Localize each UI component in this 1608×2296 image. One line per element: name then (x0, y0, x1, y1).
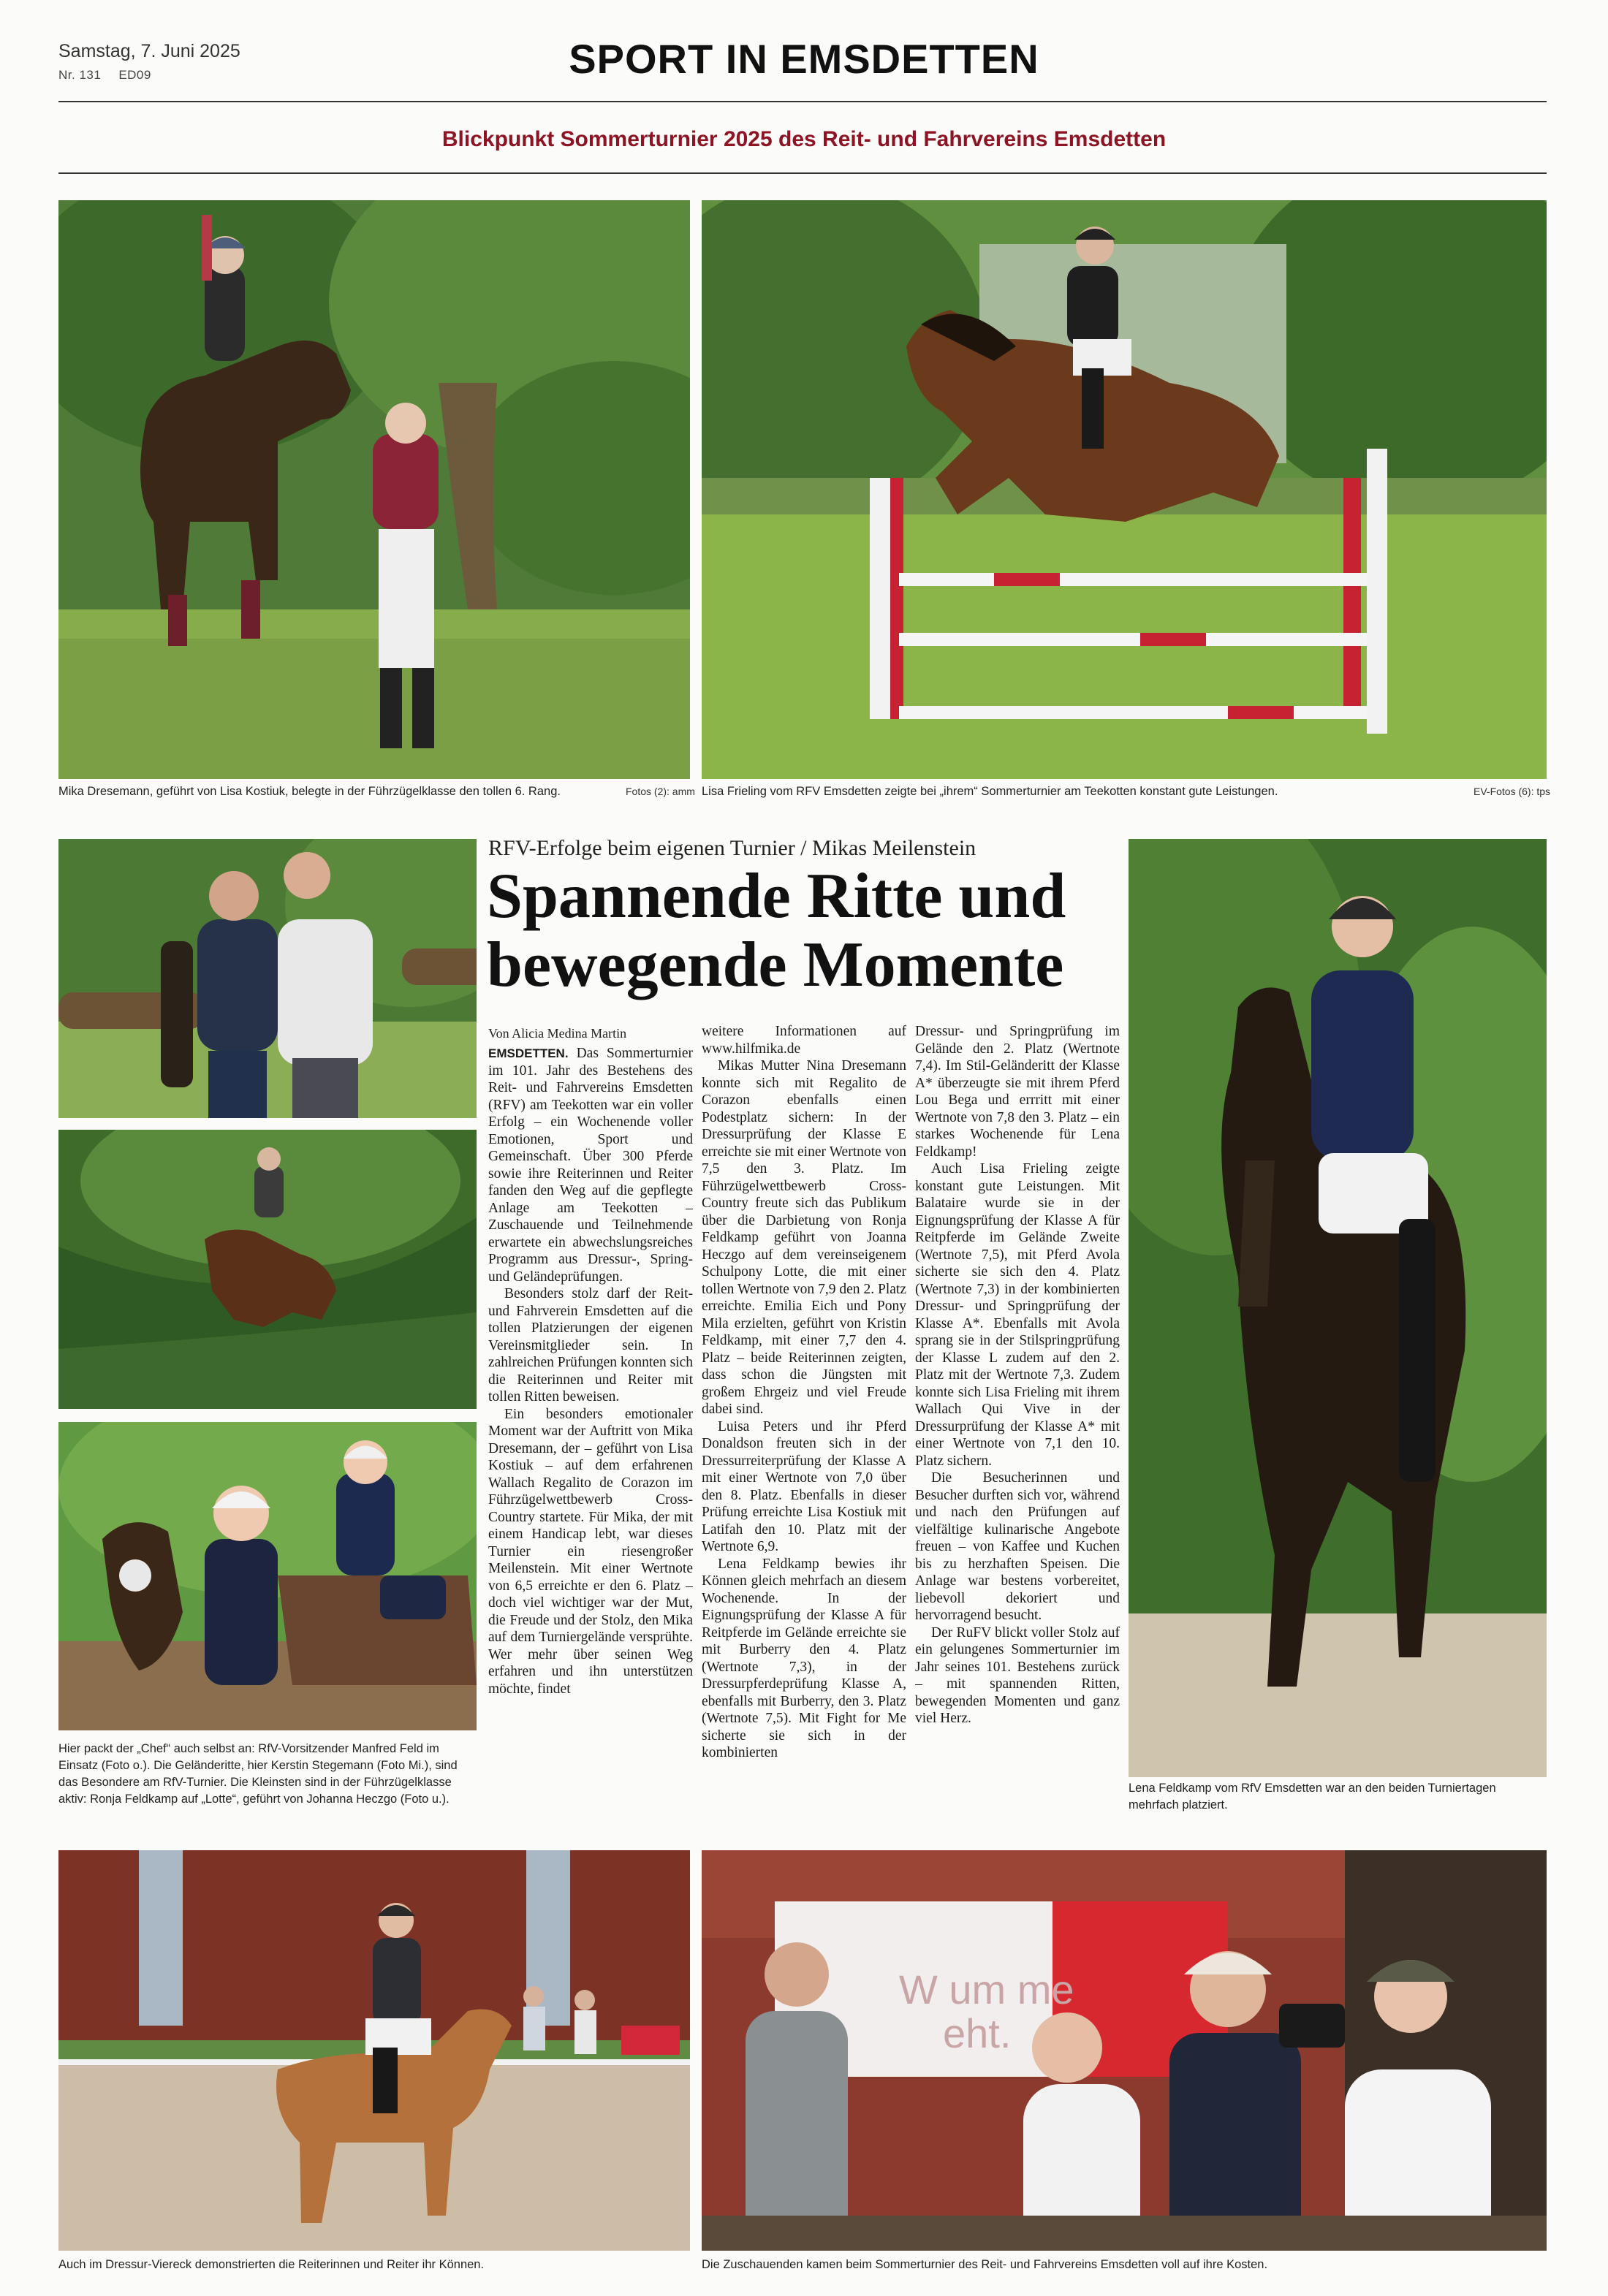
bottom-left-caption: Auch im Dressur-Viereck demonstrierten die Reiterinnen und Reiter ihr Können. (58, 2258, 485, 2271)
edition-code: ED09 (118, 68, 151, 82)
photo2-caption: Lisa Frieling vom RFV Emsdetten zeigte bei „ihrem“ Sommerturnier am Teekotten konstant gute Leistungen. (702, 785, 1278, 798)
article-column-1 (488, 1045, 693, 1820)
article-column-3 (915, 1023, 1120, 1820)
photo-gelaenderitt (58, 1130, 477, 1409)
topic-rule (58, 172, 1547, 174)
article-headline: Spannende Ritte und bewegende Momente (487, 861, 1066, 1000)
issue-date: Samstag, 7. Juni 2025 (58, 41, 240, 61)
col3-paragraph-1: Dressur- und Springprüfung im Gelände den 2. Platz (Wertnote 7,4). Im Stil-Geländeritt der Klasse A* überzeugte sie mit ihrem Pferd Lou Bega und errritt mit einer Wertnote von 7,8 den 3. Platz – ein starkes Wochenende für Lena Feldkamp! (915, 1024, 1120, 1160)
col1-paragraph-3: Ein besonders emotionaler Moment war der Auftritt von Mika Dresemann, der – geführt von Lisa Kostiuk – auf dem erfahrenen Wallach Regalito de Corazon im Führzügelwettbewerb Cross-Country startete. Für Mika, der mit einem Handicap lebt, war dieses Turnier ein riesengroßer Meilenstein. Mit einer Wertnote von 6,5 erreichte er den 6. Platz – doch viel wichtiger war der Mut, die Freude und der Stolz, den Mika auf dem Turniergelände versprühte. Wer mehr über seinen Weg erfahren und ihn unterstützen möchte, findet (488, 1406, 693, 1697)
photo-dressur-viereck (58, 1850, 690, 2251)
col3-paragraph-2: Auch Lisa Frieling zeigte konstant gute Leistungen. Mit Balataire wurde sie in der Eignungsprüfung der Klasse A für Reitpferde im Gelände Zweite (Wertnote 7,5), mit Pferd Avola sicherte sie sich den 4. Platz (Wertnote 7,3) in der kombinierten Dressur- und Springprüfung der Klasse A*. Ebenfalls mit Avola sprang sie in der Stilspringprüfung der Klasse L zudem auf den 2. Platz mit der Wertnote 7,3. Zudem konnte sich Lisa Frieling mit ihrem Wallach Qui Vive in der Dressurprüfung der Klasse A* mit einer Wertnote von 7,1 den 10. Platz sichern. (915, 1161, 1120, 1469)
banner-text-1: W um me (899, 1966, 1074, 2012)
col2-paragraph-3: Luisa Peters und ihr Pferd Donaldson freuten sich in der Dressurreiterprüfung der Klasse A mit einer Wertnote von 7,0 über den 8. Platz. Ebenfalls in dieser Prüfung erreichte Lisa Kostiuk mit Latifah den 10. Platz mit der Wertnote 6,9. (702, 1418, 906, 1554)
col2-paragraph-4: Lena Feldkamp bewies ihr Können gleich mehrfach an diesem Wochenende. In der Eignungsprüfung der Klasse A für Reitpferde im Gelände erreichte sie mit Burberry den 4. Platz (Wertnote 7,3), in der Dressurpferdeprüfung Klasse A, ebenfalls mit Burberry, den 3. Platz (Wertnote 7,5). Mit Fight for Me sicherte sie sich in der kombinierten (702, 1556, 906, 1760)
article-column-2 (702, 1023, 906, 1820)
photo-fuehrzuegelklasse (58, 1422, 477, 1730)
section-title: SPORT IN EMSDETTEN (569, 36, 1039, 82)
photo-lena-feldkamp (1129, 839, 1547, 1777)
article-byline: Von Alicia Medina Martin (488, 1026, 627, 1041)
photo-zuschauende (702, 1850, 1547, 2251)
photo1-caption: Mika Dresemann, geführt von Lisa Kostiuk, belegte in der Führzügelklasse den tollen 6. Rang. (58, 785, 561, 798)
col1-paragraph-2: Besonders stolz darf der Reit- und Fahrverein Emsdetten auf die tollen Platzierungen der eigenen Vereinsmitglieder sein. In zahlreichen Prüfungen konnten sich die Reiterinnen und Reiter mit tollen Ritten beweisen. (488, 1286, 693, 1404)
issue-number: Nr. 131 (58, 68, 102, 82)
photo-fuehrzuegel (58, 200, 690, 779)
article-kicker: RFV-Erfolge beim eigenen Turnier / Mikas Meilenstein (488, 836, 976, 860)
right-photo-caption: Lena Feldkamp vom RfV Emsdetten war an den beiden Turniertagen mehrfach platziert. (1129, 1782, 1496, 1812)
photo-vorsitzender (58, 839, 477, 1118)
photo2-credit: EV-Fotos (6): tps (1474, 786, 1551, 797)
col1-paragraph-1: Das Sommerturnier im 101. Jahr des Bestehens des Reit- und Fahrvereins Emsdetten (RFV) am Teekotten war ein voller Erfolg – ein Wochenende voller Emotionen, Sport und Gemeinschaft. Über 300 Pferde sowie ihre Reiterinnen und Reiter fanden den Weg auf die gepflegte Anlage am Teekotten – Zuschauende und Teilnehmende erwartete ein abwechslungsreiches Programm aus Dressur-, Spring- und Geländeprüfungen. (488, 1046, 693, 1285)
dateline: EMSDETTEN. (488, 1046, 569, 1060)
topic-banner: Blickpunkt Sommerturnier 2025 des Reit- und Fahrvereins Emsdetten (441, 127, 1167, 151)
bottom-right-caption: Die Zuschauenden kamen beim Sommerturnier des Reit- und Fahrvereins Emsdetten voll auf ihre Kosten. (702, 2258, 1268, 2271)
col2-paragraph-2: Mikas Mutter Nina Dresemann konnte sich mit Regalito de Corazon ebenfalls einen Podestplatz sichern: In der Dressurprüfung der Klasse E erreichte sie mit einer Wertnote von 7,5 den 3. Platz. Im Führzügelwettbewerb Cross-Country freute sich das Publikum über die Darbietung von Ronja Feldkamp geführt von Joanna Heczgo auf dem vereinseigenem Schulpony Lotte, die mit einer tollen Wertnote von 7,9 den 2. Platz erreichte. Emilia Eich und Pony Mila erzielten, geführt von Kristin Feldkamp, mit einer 7,7 den 4. Platz – beide Reiterinnen zeigten, dass schon die Jüngsten mit großem Ehrgeiz und viel Freude dabei sind. (702, 1058, 906, 1417)
photo1-credit: Fotos (2): amm (626, 786, 695, 797)
stack-caption: Hier packt der „Chef“ auch selbst an: RfV-Vorsitzender Manfred Feld im Einsatz (Foto o.). Die Geländeritte, hier Kerstin Stegemann (Foto Mi.), sind das Besondere am RfV-Turnier. Die Kleinsten sind in der Führzügelklasse aktiv: Ronja Feldkamp auf „Lotte“, geführt von Johanna Heczgo (Foto u.). (58, 1742, 458, 1806)
photo-springreiten (702, 200, 1547, 779)
col2-paragraph-1: weitere Informationen auf www.hilfmika.de (702, 1024, 906, 1057)
header-rule (58, 101, 1547, 102)
col3-paragraph-4: Der RuFV blickt voller Stolz auf ein gelungenes Sommerturnier im Jahr seines 101. Bestehens zurück – mit spannenden Ritten, bewegenden Momenten und ganz viel Herz. (915, 1624, 1120, 1726)
banner-text-2: eht. (943, 2010, 1012, 2056)
col3-paragraph-3: Die Besucherinnen und Besucher durften sich vor, während und nach den Prüfungen auf vielfältige kulinarische Angebote freuen – von Kaffee und Kuchen bis zu herzhaften Speisen. Die Anlage war bestens vorbereitet, liebevoll dekoriert und hervorragend besucht. (915, 1470, 1120, 1623)
